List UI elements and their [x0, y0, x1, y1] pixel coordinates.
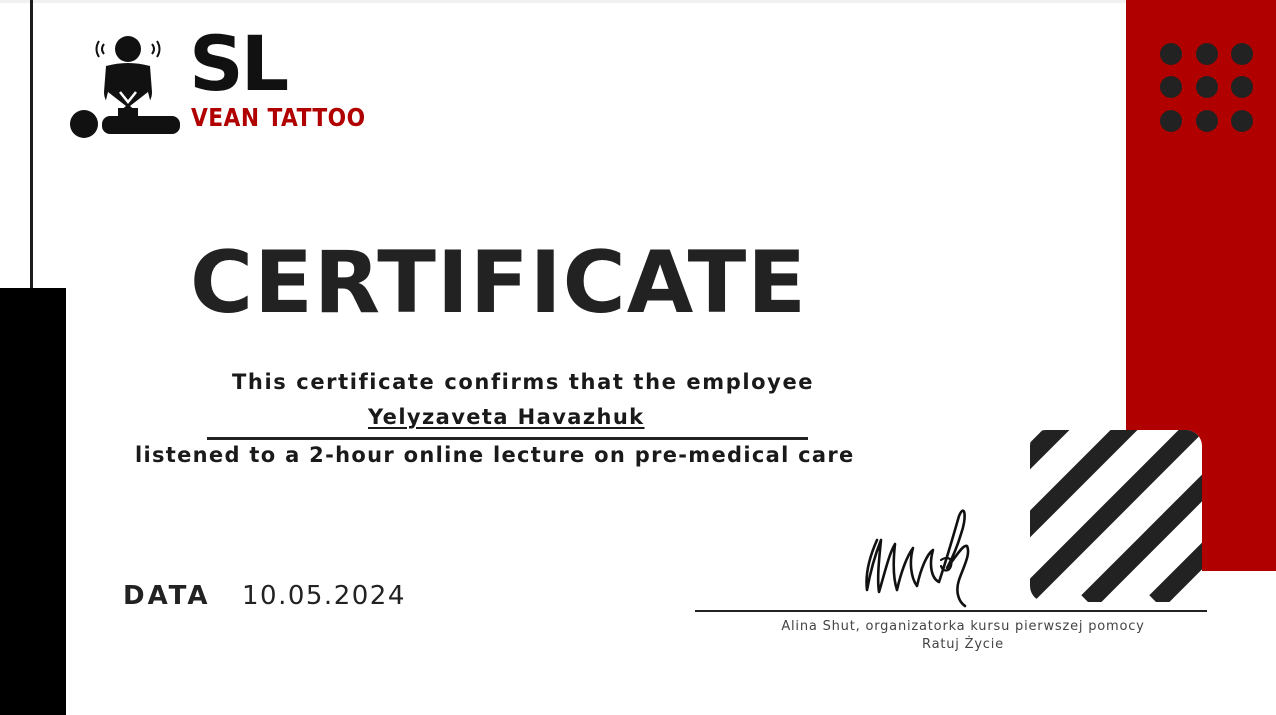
lecture-text: listened to a 2-hour online lecture on pre-medical care — [135, 443, 855, 467]
top-border — [0, 0, 1276, 3]
signature-caption-line2: Ratuj Życie — [922, 636, 1004, 652]
logo-subtitle: VEAN TATTOO — [191, 103, 366, 132]
signature-caption — [695, 618, 1231, 653]
left-vertical-line — [30, 0, 33, 290]
signature-caption-line1: Alina Shut, organizatorka kursu pierwszej pomocy — [781, 619, 1145, 634]
name-underline — [207, 437, 808, 440]
date-value: 10.05.2024 — [242, 581, 406, 611]
left-black-bar — [0, 288, 66, 715]
dot-grid-icon — [1160, 43, 1256, 135]
confirm-text: This certificate confirms that the employee — [232, 370, 815, 394]
cpr-person-icon — [68, 36, 183, 140]
diagonal-stripes-icon — [1030, 430, 1202, 602]
date-label: DATA — [123, 581, 211, 611]
certificate-title: CERTIFICATE — [190, 233, 808, 333]
handwritten-signature — [855, 498, 980, 610]
employee-name: Yelyzaveta Havazhuk — [368, 405, 645, 429]
signature-line — [695, 610, 1207, 612]
logo-main-text: SL — [189, 19, 287, 108]
